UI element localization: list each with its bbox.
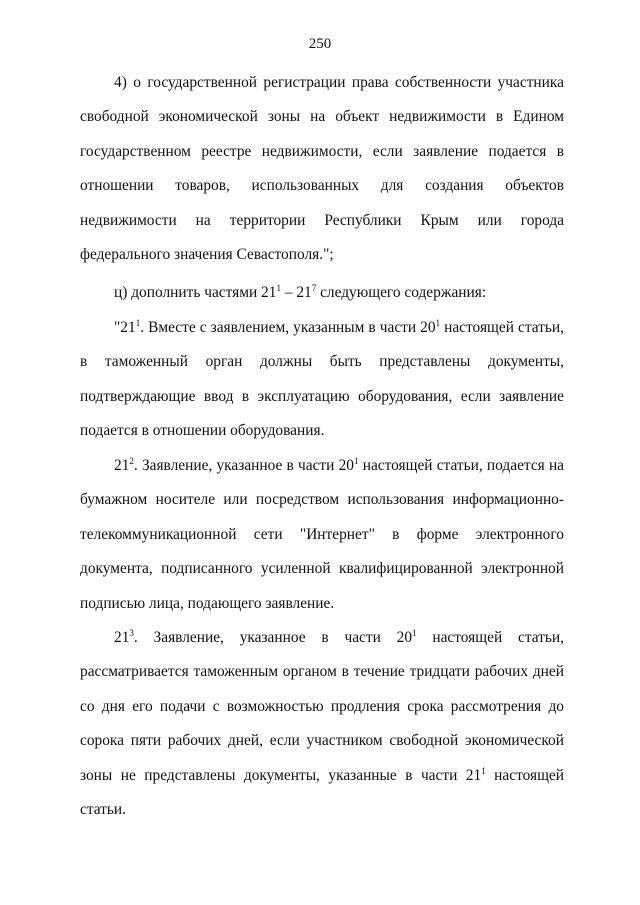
paragraph-text: настоящей статьи.: [80, 766, 564, 819]
paragraph-item-4: [80, 66, 564, 272]
paragraph-text: ц) дополнить частями 21: [114, 284, 277, 301]
superscript: 1: [412, 627, 417, 638]
paragraph-text: "21: [114, 319, 136, 336]
superscript: 1: [354, 455, 359, 466]
paragraph-amend-ts: [80, 276, 564, 310]
paragraph-text: следующего содержания:: [316, 284, 487, 301]
paragraph-part-21-2: [80, 449, 564, 621]
paragraph-text: настоящей статьи, рассматривается таможенным органом в течение тридцати рабочих дней со дня его подачи с возможностью продления срока рассмотрения до сорока пяти рабочих дней, если участником свободной экономической зоны не представлены документы, указанные в части 21: [80, 629, 564, 784]
superscript: 3: [129, 627, 134, 638]
paragraph-text: 4) о государственной регистрации права собственности участника свободной экономической зоны на объект недвижимости в Едином государственном реестре недвижимости, если заявление подается в отношении товаров, использованных для создания объектов недвижимости на территории Республики Крым или города федерального значения Севастополя.";: [80, 74, 564, 264]
superscript: 1: [276, 282, 281, 293]
paragraph-part-21-1: [80, 311, 564, 449]
paragraph-text: 21: [114, 457, 130, 474]
page-number: 250: [308, 36, 332, 52]
paragraph-text: настоящей статьи, подается на бумажном носителе или посредством использования информационно-телекоммуникационной сети "Интернет" в форме электронного документа, подписанного усиленной квалифицированной электронной подписью лица, подающего заявление.: [80, 457, 565, 612]
superscript: 1: [135, 317, 141, 328]
paragraph-text: . Заявление, указанное в части 20: [133, 457, 354, 474]
superscript: 7: [311, 282, 317, 293]
paragraph-text: . Вместе с заявлением, указанным в части 20: [140, 319, 436, 336]
superscript: 1: [481, 765, 486, 776]
paragraph-text: настоящей статьи, в таможенный орган должны быть представлены документы, подтверждающие ввод в эксплуатацию оборудования, если заявление подается в отношении оборудования.: [80, 319, 564, 440]
paragraph-part-21-3: [80, 621, 564, 827]
paragraph-text: . Заявление, указанное в части 20: [133, 629, 413, 646]
superscript: 1: [435, 317, 441, 328]
paragraph-text: 21: [114, 629, 130, 646]
superscript: 2: [129, 455, 134, 466]
paragraph-text: – 21: [280, 284, 312, 301]
